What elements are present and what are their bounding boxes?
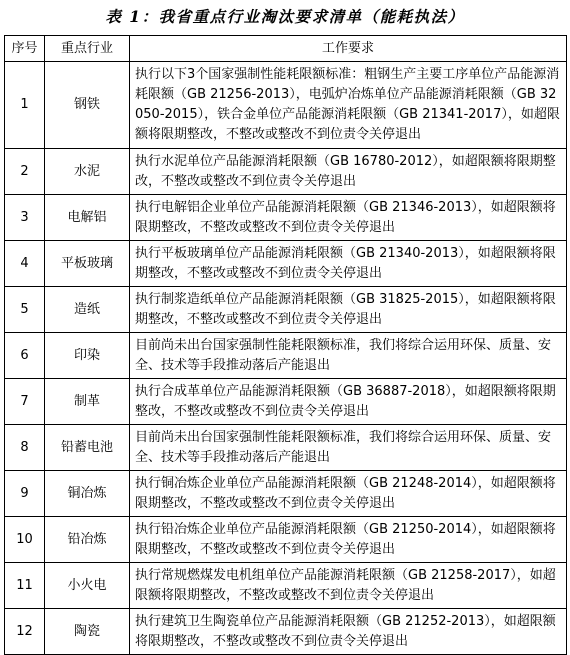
- row-requirement: 执行水泥单位产品能源消耗限额（GB 16780-2012），如超限额将限期整改，不整改或整改不到位责令关停退出: [130, 149, 567, 195]
- row-index: 3: [5, 195, 45, 241]
- row-index: 10: [5, 517, 45, 563]
- row-industry: 小火电: [45, 563, 130, 609]
- table-row: [5, 333, 567, 379]
- table-row: [5, 62, 567, 149]
- table-header-row: [5, 36, 567, 62]
- row-industry: 铅蓄电池: [45, 425, 130, 471]
- row-industry: 平板玻璃: [45, 241, 130, 287]
- row-requirement: 执行电解铝企业单位产品能源消耗限额（GB 21346-2013），如超限额将限期整改，不整改或整改不到位责令关停退出: [130, 195, 567, 241]
- row-index: 8: [5, 425, 45, 471]
- row-industry: 铅冶炼: [45, 517, 130, 563]
- row-index: 2: [5, 149, 45, 195]
- table-row: [5, 149, 567, 195]
- elimination-requirements-table: [4, 35, 567, 655]
- table-row: [5, 379, 567, 425]
- table-row: [5, 563, 567, 609]
- table-row: [5, 287, 567, 333]
- row-requirement: 执行合成革单位产品能源消耗限额（GB 36887-2018），如超限额将限期整改，不整改或整改不到位责令关停退出: [130, 379, 567, 425]
- row-index: 12: [5, 609, 45, 655]
- row-index: 7: [5, 379, 45, 425]
- row-industry: 电解铝: [45, 195, 130, 241]
- row-requirement: 执行平板玻璃单位产品能源消耗限额（GB 21340-2013），如超限额将限期整改，不整改或整改不到位责令关停退出: [130, 241, 567, 287]
- row-requirement: 执行制浆造纸单位产品能源消耗限额（GB 31825-2015），如超限额将限期整改，不整改或整改不到位责令关停退出: [130, 287, 567, 333]
- row-requirement: 目前尚未出台国家强制性能耗限额标准，我们将综合运用环保、质量、安全、技术等手段推动落后产能退出: [130, 425, 567, 471]
- table-row: [5, 425, 567, 471]
- row-index: 4: [5, 241, 45, 287]
- header-index: 序号: [5, 36, 45, 62]
- header-industry: 重点行业: [45, 36, 130, 62]
- row-index: 11: [5, 563, 45, 609]
- table-row: [5, 609, 567, 655]
- row-industry: 铜冶炼: [45, 471, 130, 517]
- table-row: [5, 241, 567, 287]
- row-industry: 印染: [45, 333, 130, 379]
- row-requirement: 目前尚未出台国家强制性能耗限额标准，我们将综合运用环保、质量、安全、技术等手段推动落后产能退出: [130, 333, 567, 379]
- header-requirement: 工作要求: [130, 36, 567, 62]
- row-industry: 制革: [45, 379, 130, 425]
- table-title: 表 1：我省重点行业淘汰要求清单（能耗执法）: [105, 7, 465, 26]
- row-index: 5: [5, 287, 45, 333]
- table-row: [5, 195, 567, 241]
- row-requirement: 执行以下3个国家强制性能耗限额标准：粗钢生产主要工序单位产品能源消耗限额（GB 21256-2013），电弧炉冶炼单位产品能源消耗限额（GB 32050-2015），铁合金单位产品能源消耗限额（GB 21341-2017），如超限额将限期整改，不整改或整改不到位责令关停退出: [130, 62, 567, 149]
- row-industry: 水泥: [45, 149, 130, 195]
- row-requirement: 执行铅冶炼企业单位产品能源消耗限额（GB 21250-2014），如超限额将限期整改，不整改或整改不到位责令关停退出: [130, 517, 567, 563]
- row-index: 1: [5, 62, 45, 149]
- row-requirement: 执行铜冶炼企业单位产品能源消耗限额（GB 21248-2014），如超限额将限期整改，不整改或整改不到位责令关停退出: [130, 471, 567, 517]
- row-requirement: 执行常规燃煤发电机组单位产品能源消耗限额（GB 21258-2017），如超限额将限期整改，不整改或整改不到位责令关停退出: [130, 563, 567, 609]
- table-row: [5, 471, 567, 517]
- row-index: 6: [5, 333, 45, 379]
- row-industry: 钢铁: [45, 62, 130, 149]
- table-row: [5, 517, 567, 563]
- row-index: 9: [5, 471, 45, 517]
- row-industry: 陶瓷: [45, 609, 130, 655]
- row-requirement: 执行建筑卫生陶瓷单位产品能源消耗限额（GB 21252-2013），如超限额将限期整改，不整改或整改不到位责令关停退出: [130, 609, 567, 655]
- row-industry: 造纸: [45, 287, 130, 333]
